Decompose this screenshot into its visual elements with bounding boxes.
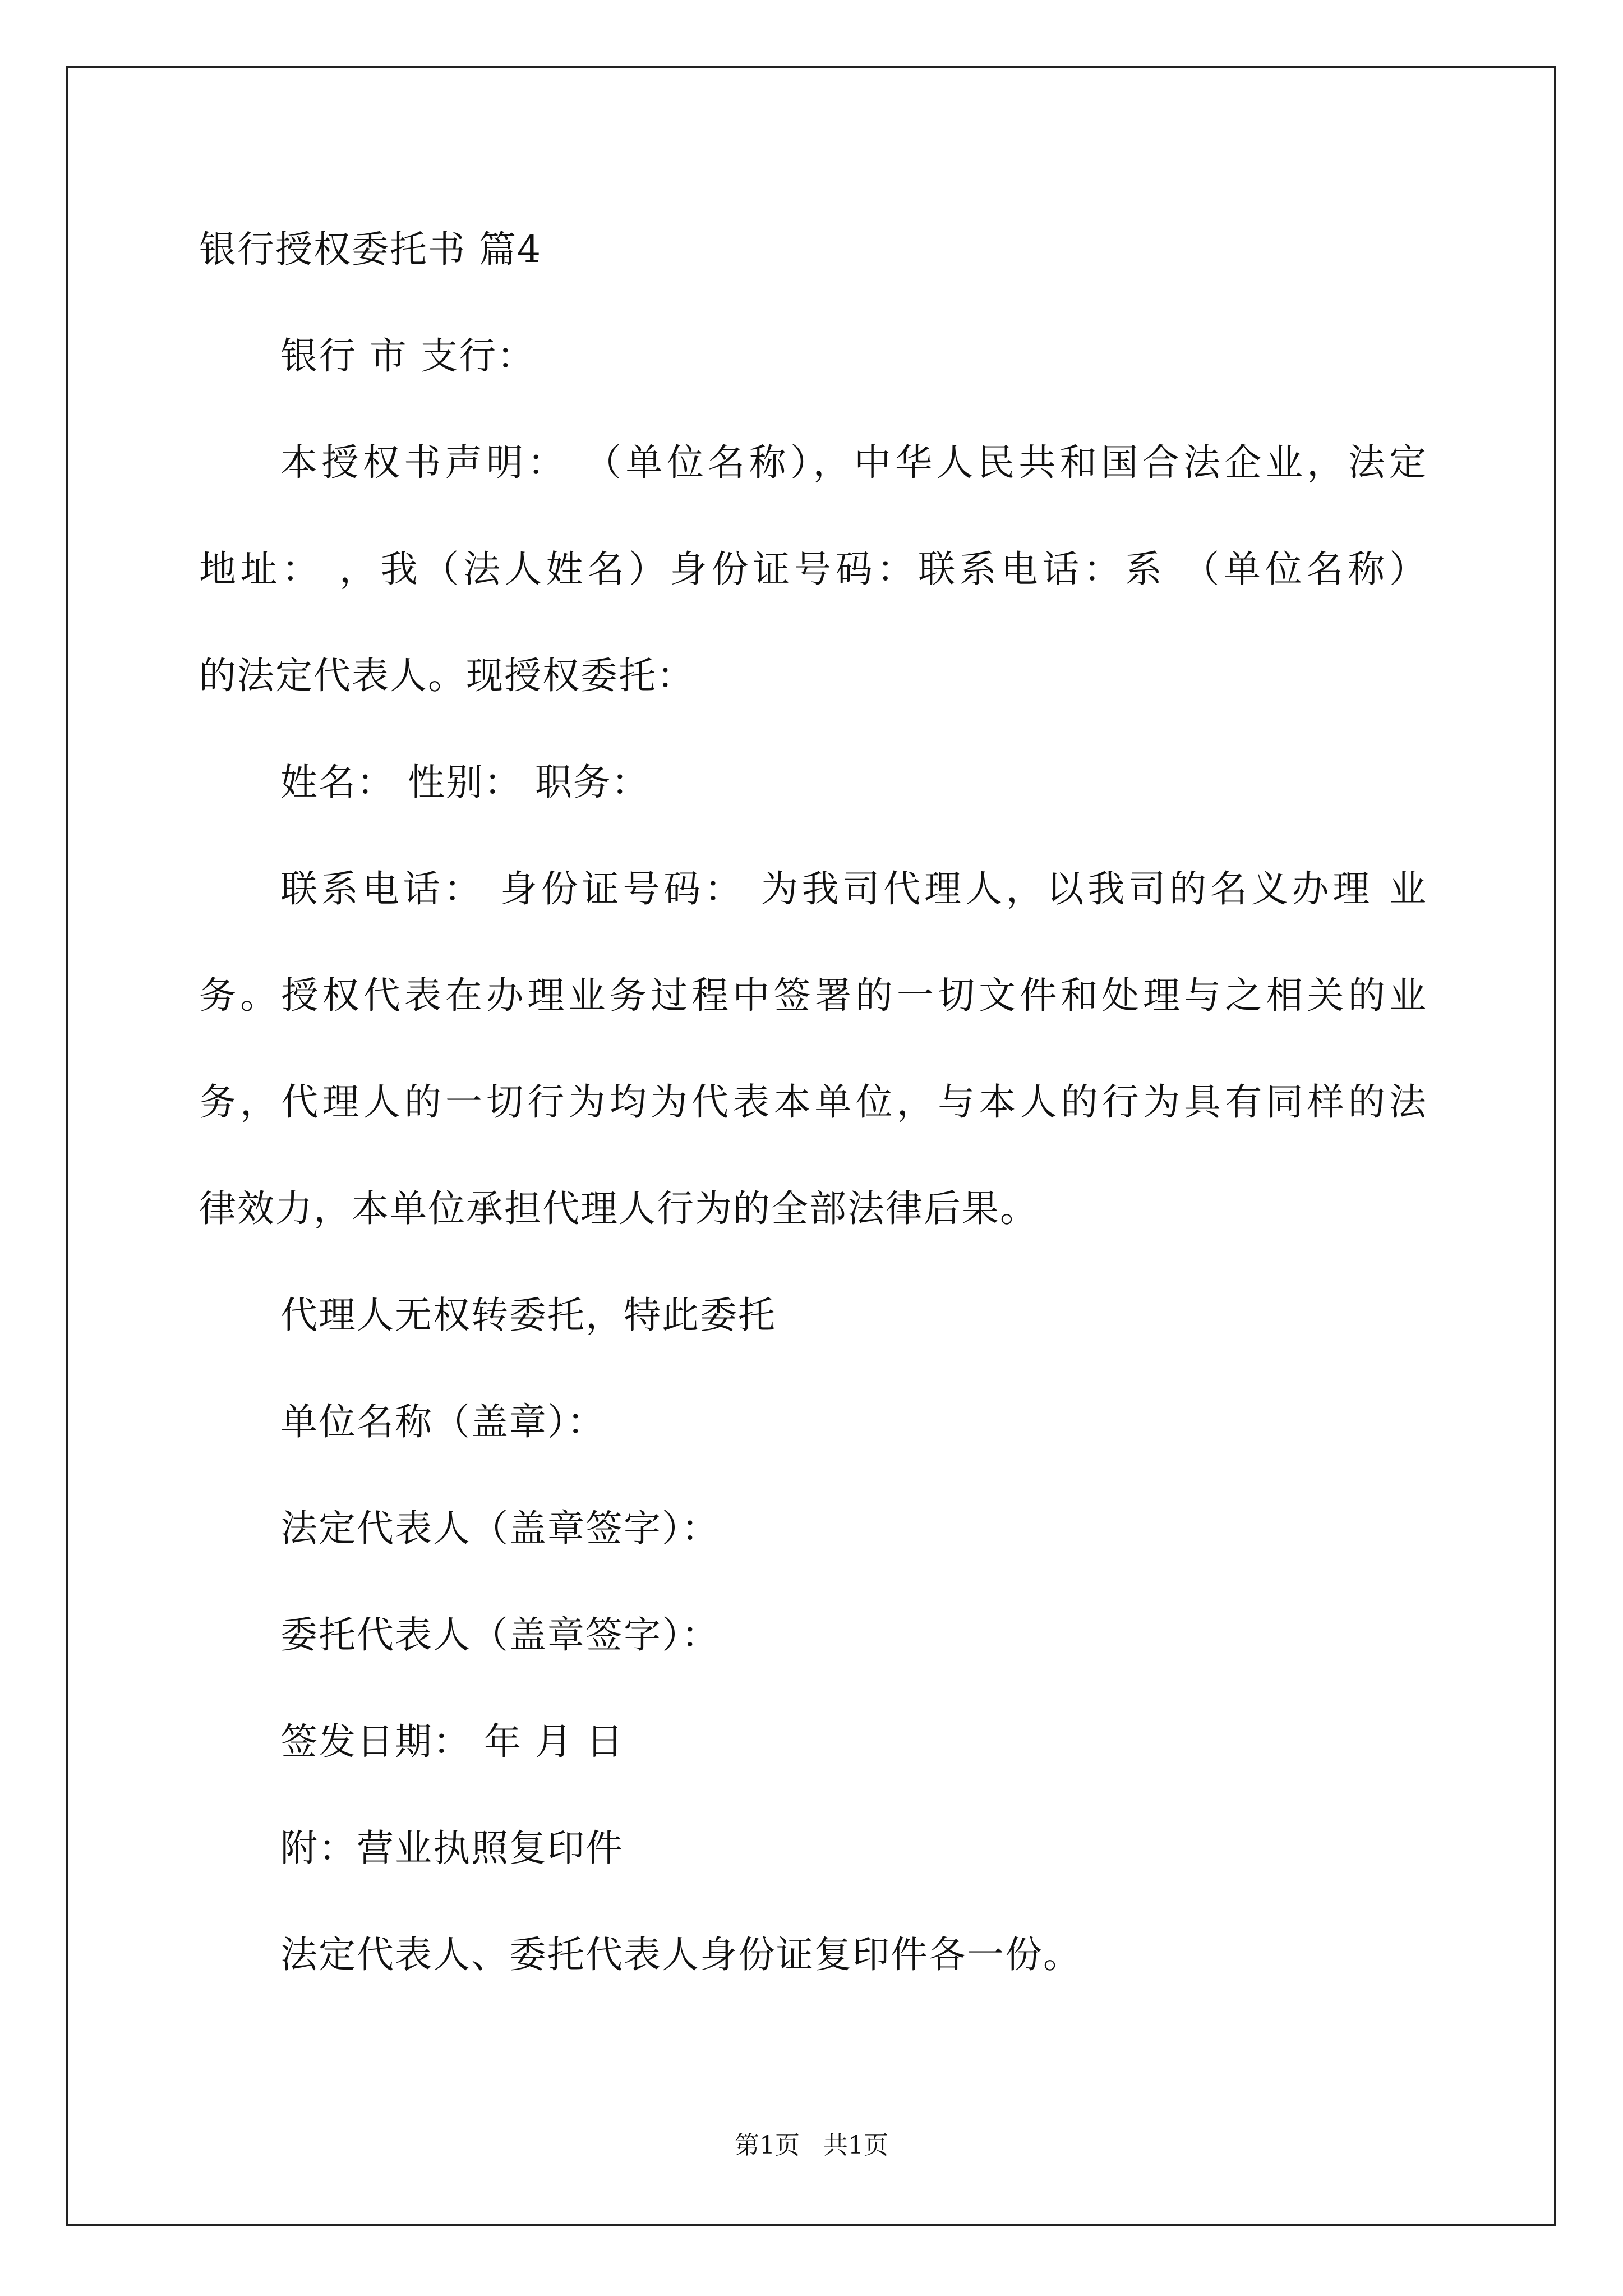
- signature-field: 单位名称（盖章）：: [280, 1400, 605, 1443]
- paragraph-line: 律效力，本单位承担代理人行为的全部法律后果。: [199, 1187, 1038, 1230]
- paragraph-line: 的法定代表人。现授权委托：: [199, 654, 695, 697]
- signature-field: 委托代表人（盖章签字）：: [280, 1613, 720, 1657]
- date-field: 签发日期： 年 月 日: [280, 1720, 624, 1763]
- paragraph-line: 地址： ，我（法人姓名）身份证号码：联系电话：系 （单位名称）: [199, 547, 1427, 591]
- attachment-line: 附：营业执照复印件: [280, 1826, 624, 1870]
- paragraph-line: 务。授权代表在办理业务过程中签署的一切文件和处理与之相关的业: [199, 974, 1427, 1017]
- page-footer: [0, 2129, 1623, 2162]
- document-title: 银行授权委托书 篇4: [199, 228, 542, 271]
- page-total: 共1页: [823, 2131, 888, 2160]
- addressee-line: 银行 市 支行：: [280, 334, 535, 378]
- paragraph-line: 姓名： 性别： 职务：: [280, 761, 649, 804]
- page-number: 第1页: [735, 2131, 800, 2160]
- signature-field: 法定代表人（盖章签字）：: [280, 1507, 720, 1550]
- paragraph-line: 联系电话： 身份证号码： 为我司代理人，以我司的名义办理 业: [280, 867, 1427, 910]
- attachment-line: 法定代表人、委托代表人身份证复印件各一份。: [280, 1933, 1081, 1976]
- paragraph-line: 本授权书声明： （单位名称），中华人民共和国合法企业，法定: [280, 441, 1427, 484]
- page-border: [66, 66, 1556, 2226]
- paragraph-line: 代理人无权转委托，特此委托: [280, 1294, 776, 1337]
- paragraph-line: 务，代理人的一切行为均为代表本单位，与本人的行为具有同样的法: [199, 1080, 1427, 1124]
